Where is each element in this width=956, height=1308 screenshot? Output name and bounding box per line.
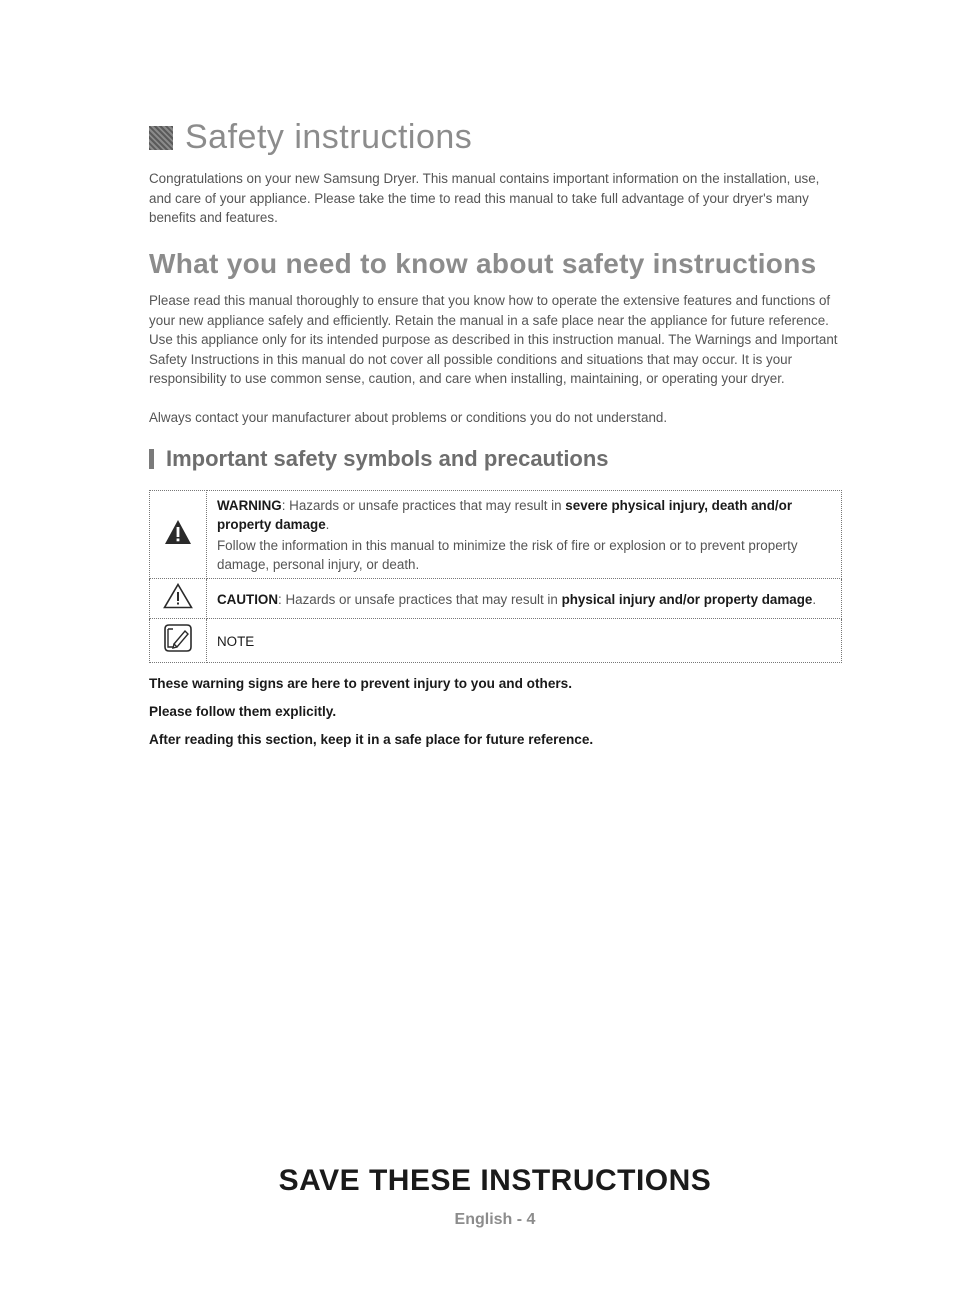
warning-row [150, 491, 842, 579]
note-row [150, 619, 842, 663]
title-square-icon [149, 126, 173, 150]
note-text-cell [207, 619, 842, 663]
heading-bar-icon [149, 449, 154, 469]
warning-text-cell [207, 491, 842, 579]
page-number: English - 4 [454, 1211, 536, 1228]
caution-triangle-outline-icon [163, 583, 193, 609]
section-contact: Always contact your manufacturer about problems or conditions you do not understand. [149, 410, 668, 425]
caution-sep: : [278, 591, 286, 607]
warning-icon-cell [150, 491, 207, 579]
warning-text: Hazards or unsafe practices that may result in [289, 498, 566, 513]
warning-sep: : [281, 498, 290, 513]
warning-follow-text: Follow the information in this manual to minimize the risk of fire or explosion or to prevent property damage, personal injury, or death. [217, 538, 798, 572]
save-instructions-heading: SAVE THESE INSTRUCTIONS [278, 1164, 712, 1197]
warning-end: . [325, 517, 330, 532]
caution-label: CAUTION [217, 591, 278, 607]
caution-text: Hazards or unsafe practices that may result in [285, 591, 562, 607]
caution-icon-cell [150, 579, 207, 619]
page-title [149, 118, 472, 157]
caution-emphasis: physical injury and/or property damage [561, 591, 813, 607]
page-title-text: Safety instructions [185, 118, 473, 156]
caution-end: . [812, 591, 817, 607]
reminder-line: After reading this section, keep it in a safe place for future reference. [149, 732, 594, 747]
caution-text-cell [207, 579, 842, 619]
section-body: Please read this manual thoroughly to ensure that you know how to operate the extensive features and functions of your new appliance safely and efficiently. Retain the manual in a safe place near the appliance for future reference. Use this appliance only for its intended purpose as described in this instruction manual. The Warnings and Important Safety Instructions in this manual do not cover all possible conditions and situations that may occur. It is your responsibility to use common sense, caution, and care when installing, maintaining, or operating your dryer. [149, 293, 838, 386]
subsection-heading-text: Important safety symbols and precautions [166, 446, 609, 471]
section-heading: What you need to know about safety instructions [149, 248, 817, 279]
note-label: NOTE [217, 633, 255, 649]
warning-label: WARNING [217, 498, 282, 513]
intro-paragraph: Congratulations on your new Samsung Dryer. This manual contains important information on the installation, use, and care of your appliance. Please take the time to read this manual to take full advantage of your dryer's many benefits and features. [149, 171, 820, 225]
note-pencil-icon [163, 623, 193, 653]
subsection-heading [149, 446, 609, 472]
caution-row [150, 579, 842, 619]
reminder-line: These warning signs are here to prevent injury to you and others. [149, 676, 573, 691]
symbols-table [149, 490, 842, 663]
reminder-line: Please follow them explicitly. [149, 704, 337, 719]
warning-triangle-filled-icon [164, 519, 192, 545]
note-icon-cell [150, 619, 207, 663]
warning-emphasis: severe physical injury, death and/or property damage [217, 498, 793, 532]
